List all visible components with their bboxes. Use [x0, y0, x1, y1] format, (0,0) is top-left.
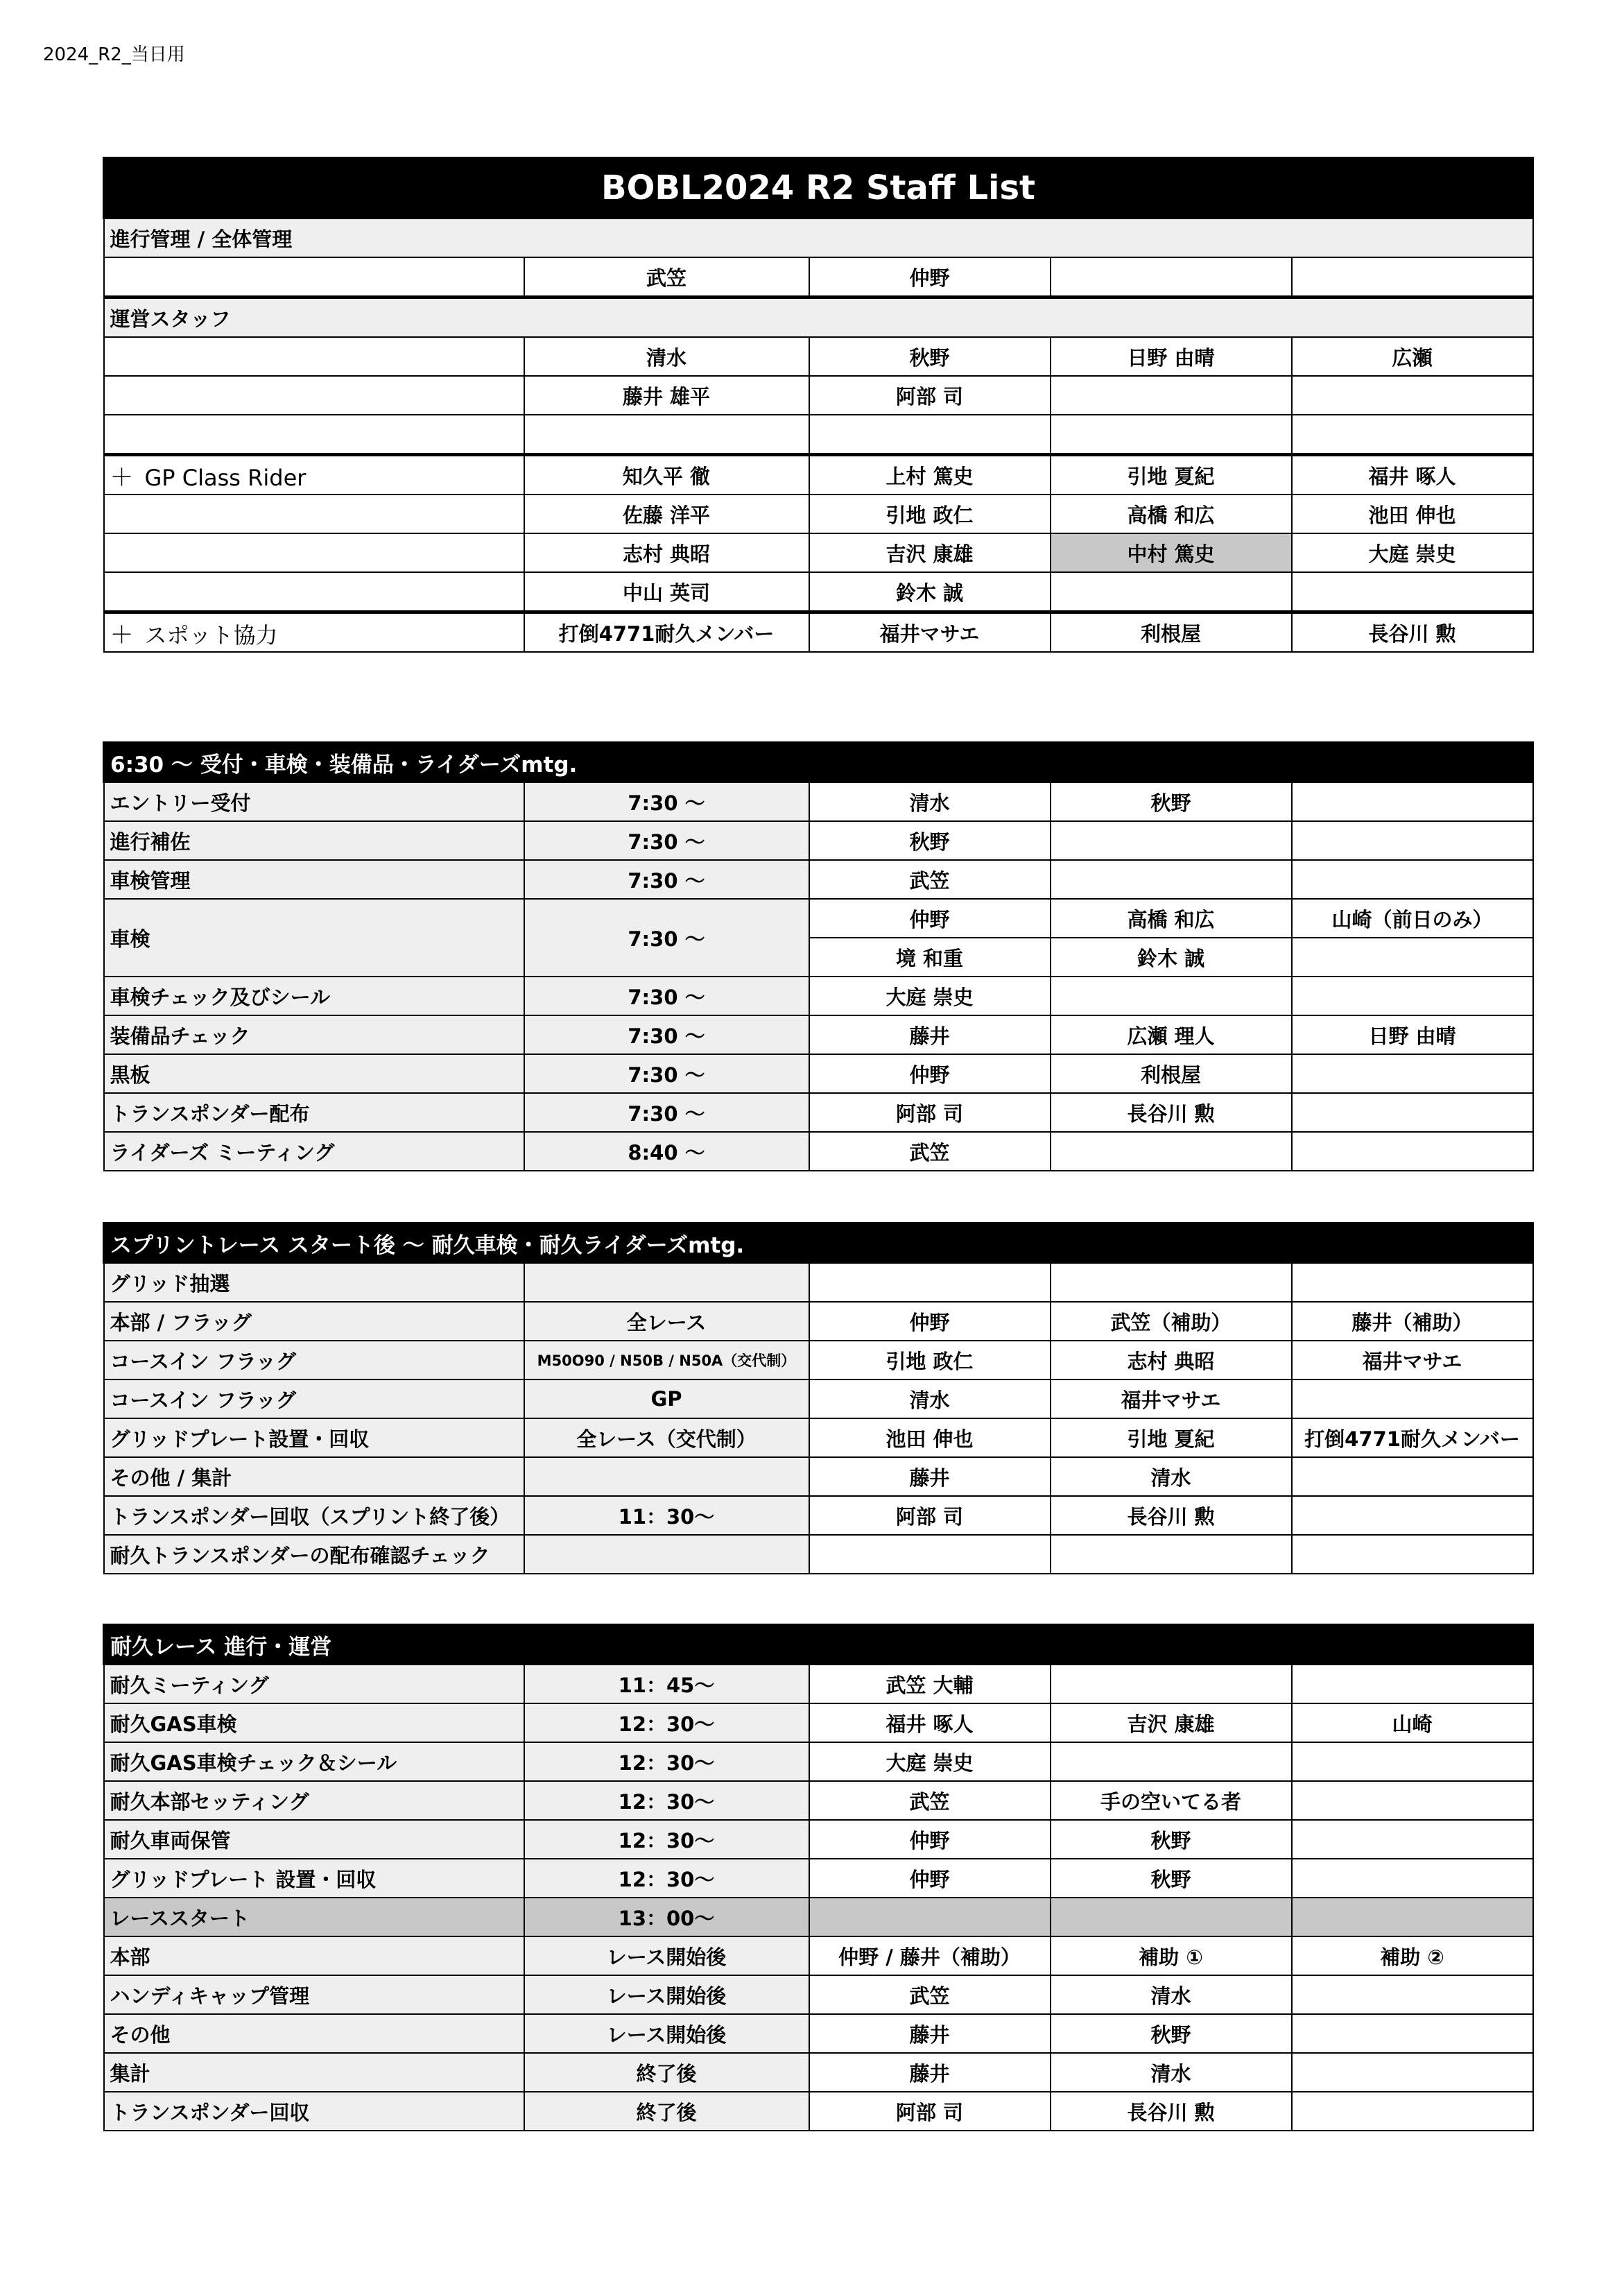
cell: 大庭 崇史 [809, 1742, 1051, 1781]
table-row [104, 1341, 1533, 1379]
cell: 長谷川 勲 [1051, 2092, 1292, 2131]
morning-table [103, 741, 1534, 1171]
cell: 利根屋 [1051, 612, 1292, 653]
row-time: 7:30 〜 [524, 1093, 809, 1132]
cell [1292, 1093, 1533, 1132]
cell: 仲野 [809, 257, 1051, 298]
cell: 山崎（前日のみ） [1292, 899, 1533, 938]
morning-section-header: 6:30 〜 受付・車検・装備品・ライダーズmtg. [104, 743, 1533, 782]
cell: 仲野 / 藤井（補助） [809, 1936, 1051, 1975]
row-time: 終了後 [524, 2092, 809, 2131]
cell: 阿部 司 [809, 1496, 1051, 1535]
cell [809, 1535, 1051, 1574]
table-row [104, 860, 1533, 899]
cell: 知久平 徹 [524, 455, 809, 495]
cell: 武笠 大輔 [809, 1665, 1051, 1704]
table-row [104, 821, 1533, 860]
row-label: 車検 [104, 899, 524, 977]
cell: 福井 啄人 [809, 1703, 1051, 1742]
cell [104, 257, 524, 298]
row-label: コースイン フラッグ [104, 1379, 524, 1418]
cell [809, 1263, 1051, 1303]
row-time: 12：30〜 [524, 1820, 809, 1859]
cell [1051, 376, 1292, 415]
row-time: 12：30〜 [524, 1781, 809, 1820]
operations-row [104, 415, 1533, 455]
staff-list-table [103, 157, 1534, 653]
row-time: M50O90 / N50B / N50A（交代制） [524, 1341, 809, 1379]
row-time: レース開始後 [524, 2014, 809, 2053]
row-time: レース開始後 [524, 1975, 809, 2014]
cell: 佐藤 洋平 [524, 495, 809, 533]
table-row [104, 899, 1533, 938]
cell: 藤井 [809, 2053, 1051, 2092]
cell: 長谷川 勲 [1051, 1093, 1292, 1132]
spot-label-cell [104, 612, 524, 653]
row-label: 耐久トランスポンダーの配布確認チェック [104, 1535, 524, 1574]
table-row [104, 1263, 1533, 1303]
cell [809, 1898, 1051, 1936]
cell: 仲野 [809, 1859, 1051, 1898]
row-time [524, 1263, 809, 1303]
row-label: その他 [104, 2014, 524, 2053]
table-row [104, 1859, 1533, 1898]
row-time: 7:30 〜 [524, 860, 809, 899]
staff-list-title: BOBL2024 R2 Staff List [104, 158, 1533, 218]
cell: 秋野 [1051, 2014, 1292, 2053]
cell [1051, 1535, 1292, 1574]
cell [1292, 1535, 1533, 1574]
cell: 山崎 [1292, 1703, 1533, 1742]
table-row [104, 1379, 1533, 1418]
cell [1292, 821, 1533, 860]
cell [1292, 860, 1533, 899]
row-label: 本部 / フラッグ [104, 1302, 524, 1341]
gp-rider-row [104, 495, 1533, 533]
cell: 長谷川 勲 [1051, 1496, 1292, 1535]
cell [1292, 415, 1533, 455]
cell-highlighted: 中村 篤史 [1051, 533, 1292, 572]
cell: 高橋 和広 [1051, 495, 1292, 533]
cell [1292, 2053, 1533, 2092]
cell: 鈴木 誠 [809, 572, 1051, 612]
cell: 仲野 [809, 899, 1051, 938]
cell: 中山 英司 [524, 572, 809, 612]
table-row [104, 1665, 1533, 1704]
cell [1292, 1820, 1533, 1859]
gp-rider-row [104, 533, 1533, 572]
cell: 仲野 [809, 1820, 1051, 1859]
cell: 吉沢 康雄 [1051, 1703, 1292, 1742]
progress-row [104, 257, 1533, 298]
row-label: ライダーズ ミーティング [104, 1132, 524, 1171]
table-row [104, 2053, 1533, 2092]
progress-header: 進行管理 / 全体管理 [104, 218, 1533, 258]
cell: 阿部 司 [809, 376, 1051, 415]
gp-rider-row [104, 572, 1533, 612]
cell: 広瀬 [1292, 337, 1533, 376]
operations-row [104, 337, 1533, 376]
cell [1292, 376, 1533, 415]
row-time: 11：45〜 [524, 1665, 809, 1704]
cell [1051, 977, 1292, 1015]
row-time [524, 1457, 809, 1496]
cell: 鈴木 誠 [1051, 938, 1292, 977]
cell: 池田 伸也 [809, 1418, 1051, 1457]
row-label: 耐久本部セッティング [104, 1781, 524, 1820]
cell: 武笠 [809, 860, 1051, 899]
cell: 清水 [1051, 1457, 1292, 1496]
row-label: 耐久車両保管 [104, 1820, 524, 1859]
cell: 藤井 [809, 2014, 1051, 2053]
cell: 清水 [1051, 2053, 1292, 2092]
endurance-section-header: 耐久レース 進行・運営 [104, 1625, 1533, 1665]
cell: 手の空いてる者 [1051, 1781, 1292, 1820]
cell [1292, 938, 1533, 977]
cell: 福井 啄人 [1292, 455, 1533, 495]
cell: 日野 由晴 [1051, 337, 1292, 376]
cell: 仲野 [809, 1302, 1051, 1341]
cell [1292, 257, 1533, 298]
cell [104, 376, 524, 415]
cell: 秋野 [809, 337, 1051, 376]
cell [1292, 2014, 1533, 2053]
cell [104, 337, 524, 376]
cell: 引地 夏紀 [1051, 455, 1292, 495]
cell [1051, 821, 1292, 860]
row-time: 7:30 〜 [524, 1015, 809, 1054]
row-time: 7:30 〜 [524, 899, 809, 977]
gp-rider-label-cell [104, 455, 524, 495]
cell [1292, 1496, 1533, 1535]
table-row [104, 1093, 1533, 1132]
cell: 福井マサエ [1292, 1341, 1533, 1379]
cell: 引地 政仁 [809, 1341, 1051, 1379]
cell [1051, 860, 1292, 899]
row-time: 13：00〜 [524, 1898, 809, 1936]
row-time: 7:30 〜 [524, 977, 809, 1015]
cell [1051, 1742, 1292, 1781]
cell [104, 533, 524, 572]
row-label: 車検管理 [104, 860, 524, 899]
cell [1051, 257, 1292, 298]
row-label: 本部 [104, 1936, 524, 1975]
row-label: コースイン フラッグ [104, 1341, 524, 1379]
cell: 武笠（補助） [1051, 1302, 1292, 1341]
cell: 清水 [1051, 1975, 1292, 2014]
cell: 武笠 [809, 1781, 1051, 1820]
row-label: 進行補佐 [104, 821, 524, 860]
row-label: 黒板 [104, 1054, 524, 1093]
cell [1292, 2092, 1533, 2131]
cell [104, 415, 524, 455]
table-row [104, 1302, 1533, 1341]
cell: 藤井 [809, 1015, 1051, 1054]
cell [1051, 572, 1292, 612]
cell [809, 415, 1051, 455]
row-time: 7:30 〜 [524, 821, 809, 860]
cell: 長谷川 勲 [1292, 612, 1533, 653]
row-time [524, 1535, 809, 1574]
row-label: トランスポンダー回収 [104, 2092, 524, 2131]
cell [1051, 1132, 1292, 1171]
cell [1292, 1781, 1533, 1820]
cell: 武笠 [809, 1975, 1051, 2014]
row-label: 集計 [104, 2053, 524, 2092]
row-label: レーススタート [104, 1898, 524, 1936]
table-row [104, 1457, 1533, 1496]
cell [524, 415, 809, 455]
row-label: ハンディキャップ管理 [104, 1975, 524, 2014]
cell: 大庭 崇史 [809, 977, 1051, 1015]
row-label: エントリー受付 [104, 782, 524, 822]
row-label: 車検チェック及びシール [104, 977, 524, 1015]
table-row [104, 977, 1533, 1015]
cell: 吉沢 康雄 [809, 533, 1051, 572]
cell: 福井マサエ [809, 612, 1051, 653]
table-row [104, 2014, 1533, 2053]
cell: 補助 ① [1051, 1936, 1292, 1975]
cell [1292, 1457, 1533, 1496]
table-row [104, 782, 1533, 822]
table-row [104, 1535, 1533, 1574]
cell [1051, 1263, 1292, 1303]
row-label: 装備品チェック [104, 1015, 524, 1054]
cell: 高橋 和広 [1051, 899, 1292, 938]
row-label: グリッド抽選 [104, 1263, 524, 1303]
cell [1292, 1898, 1533, 1936]
cell: 秋野 [1051, 1859, 1292, 1898]
operations-row [104, 376, 1533, 415]
cell [1292, 1132, 1533, 1171]
row-time: 終了後 [524, 2053, 809, 2092]
plus-icon: ＋ [110, 621, 134, 649]
cell: 藤井（補助） [1292, 1302, 1533, 1341]
cell: 福井マサエ [1051, 1379, 1292, 1418]
cell: 仲野 [809, 1054, 1051, 1093]
cell: 阿部 司 [809, 2092, 1051, 2131]
cell [1051, 1898, 1292, 1936]
row-time: 12：30〜 [524, 1742, 809, 1781]
row-time: 8:40 〜 [524, 1132, 809, 1171]
cell: 志村 典昭 [524, 533, 809, 572]
cell: 池田 伸也 [1292, 495, 1533, 533]
row-label: グリッドプレート設置・回収 [104, 1418, 524, 1457]
plus-icon: ＋ [110, 463, 134, 492]
page-label: 2024_R2_当日用 [43, 44, 185, 65]
row-time: 全レース（交代制） [524, 1418, 809, 1457]
spot-row [104, 612, 1533, 653]
cell: 引地 政仁 [809, 495, 1051, 533]
table-row [104, 1742, 1533, 1781]
cell: 補助 ② [1292, 1936, 1533, 1975]
cell: 武笠 [809, 1132, 1051, 1171]
table-row [104, 1132, 1533, 1171]
cell: 打倒4771耐久メンバー [524, 612, 809, 653]
cell: 大庭 崇史 [1292, 533, 1533, 572]
cell: 打倒4771耐久メンバー [1292, 1418, 1533, 1457]
row-time: 12：30〜 [524, 1859, 809, 1898]
cell [1292, 1263, 1533, 1303]
row-label: トランスポンダー回収（スプリント終了後） [104, 1496, 524, 1535]
table-row [104, 1703, 1533, 1742]
cell: 境 和重 [809, 938, 1051, 977]
row-time: 11：30〜 [524, 1496, 809, 1535]
cell [1292, 572, 1533, 612]
cell [104, 495, 524, 533]
row-label: 耐久ミーティング [104, 1665, 524, 1704]
row-time: 7:30 〜 [524, 782, 809, 822]
cell: 清水 [809, 1379, 1051, 1418]
spot-label: スポット協力 [144, 621, 278, 648]
sprint-table [103, 1222, 1534, 1574]
sprint-section-header: スプリントレース スタート後 〜 耐久車検・耐久ライダーズmtg. [104, 1223, 1533, 1263]
gp-rider-label: GP Class Rider [144, 464, 306, 491]
row-label: 耐久GAS車検 [104, 1703, 524, 1742]
cell: 阿部 司 [809, 1093, 1051, 1132]
cell: 清水 [524, 337, 809, 376]
cell [1292, 1054, 1533, 1093]
row-label: グリッドプレート 設置・回収 [104, 1859, 524, 1898]
cell: 上村 篤史 [809, 455, 1051, 495]
table-row [104, 1975, 1533, 2014]
row-label: 耐久GAS車検チェック＆シール [104, 1742, 524, 1781]
table-row [104, 1820, 1533, 1859]
table-row [104, 2092, 1533, 2131]
cell: 秋野 [809, 821, 1051, 860]
gp-rider-row [104, 455, 1533, 495]
cell [1292, 1859, 1533, 1898]
table-row [104, 1936, 1533, 1975]
cell [1292, 1742, 1533, 1781]
cell: 清水 [809, 782, 1051, 822]
cell [1292, 1379, 1533, 1418]
cell [1292, 782, 1533, 822]
cell: 利根屋 [1051, 1054, 1292, 1093]
cell: 日野 由晴 [1292, 1015, 1533, 1054]
cell: 武笠 [524, 257, 809, 298]
cell [104, 572, 524, 612]
cell: 志村 典昭 [1051, 1341, 1292, 1379]
row-label: その他 / 集計 [104, 1457, 524, 1496]
endurance-table [103, 1624, 1534, 2131]
table-row [104, 1418, 1533, 1457]
table-row [104, 1054, 1533, 1093]
cell: 広瀬 理人 [1051, 1015, 1292, 1054]
operations-header: 運営スタッフ [104, 298, 1533, 338]
cell: 藤井 [809, 1457, 1051, 1496]
cell [1292, 977, 1533, 1015]
cell: 秋野 [1051, 1820, 1292, 1859]
row-time: GP [524, 1379, 809, 1418]
cell: 藤井 雄平 [524, 376, 809, 415]
cell [1051, 1665, 1292, 1704]
cell [1292, 1975, 1533, 2014]
cell: 引地 夏紀 [1051, 1418, 1292, 1457]
row-label: トランスポンダー配布 [104, 1093, 524, 1132]
row-time: 7:30 〜 [524, 1054, 809, 1093]
cell [1051, 415, 1292, 455]
race-start-row [104, 1898, 1533, 1936]
table-row [104, 1015, 1533, 1054]
row-time: レース開始後 [524, 1936, 809, 1975]
cell: 秋野 [1051, 782, 1292, 822]
table-row [104, 1781, 1533, 1820]
cell [1292, 1665, 1533, 1704]
row-time: 12：30〜 [524, 1703, 809, 1742]
table-row [104, 1496, 1533, 1535]
row-time: 全レース [524, 1302, 809, 1341]
